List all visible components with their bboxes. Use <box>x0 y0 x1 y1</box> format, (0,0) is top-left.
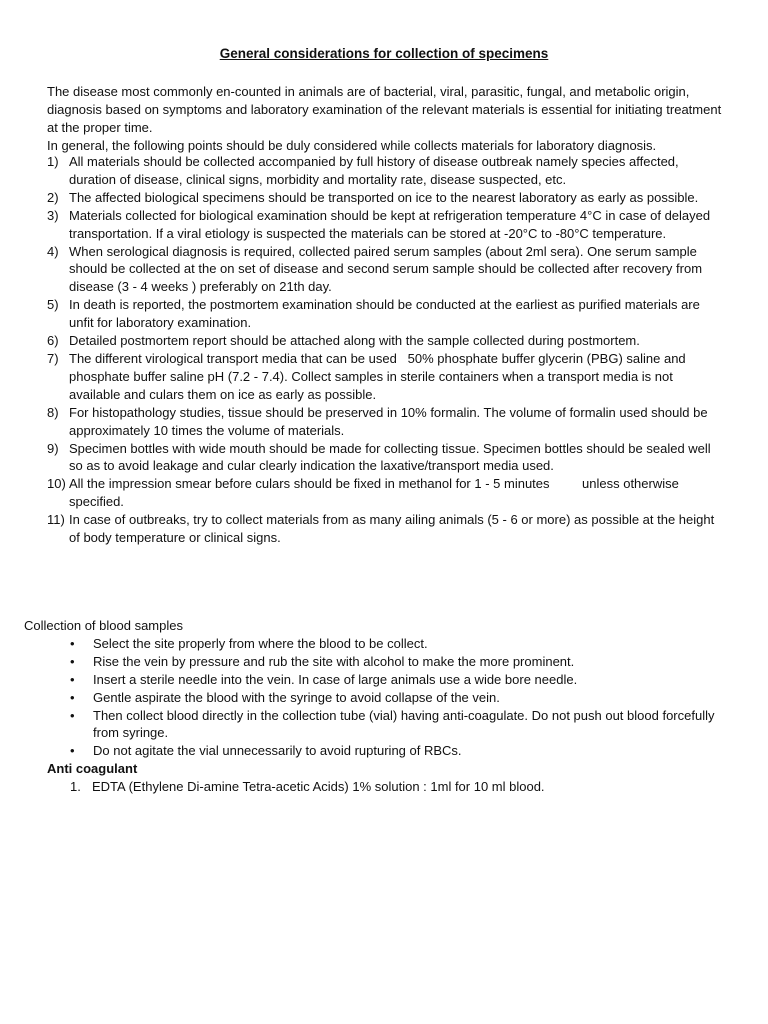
list-item-text: EDTA (Ethylene Di-amine Tetra-acetic Acids) 1% solution : 1ml for 10 ml blood. <box>92 779 545 795</box>
list-item-text: Insert a sterile needle into the vein. In case of large animals use a wide bore needle. <box>93 671 578 687</box>
list-item <box>24 707 724 743</box>
list-item-text: Detailed postmortem report should be attached along with the sample collected during postmortem. <box>69 333 640 349</box>
list-item <box>47 350 723 404</box>
blood-steps-list <box>24 635 724 760</box>
list-item-number: 11) <box>47 512 65 528</box>
list-item <box>47 189 723 207</box>
list-item-text: Gentle aspirate the blood with the syringe to avoid collapse of the vein. <box>93 689 500 705</box>
bullet-icon: • <box>70 743 75 759</box>
list-item-text: Then collect blood directly in the collection tube (vial) having anti-coagulate. Do not push out blood forcefully from syringe. <box>93 707 715 741</box>
bullet-icon: • <box>70 653 75 669</box>
bullet-icon: • <box>70 671 75 687</box>
considerations-list <box>47 153 723 547</box>
list-item <box>24 742 724 760</box>
list-item <box>24 778 724 796</box>
list-item-number: 5) <box>47 297 59 313</box>
list-item <box>47 332 723 350</box>
list-item-number: 3) <box>47 207 59 223</box>
section-heading: Collection of blood samples <box>24 618 183 633</box>
list-item <box>47 153 723 189</box>
list-item <box>47 207 723 243</box>
list-item-text: Materials collected for biological examination should be kept at refrigeration temperature 4°C in case of delayed transportation. If a viral etiology is suspected the materials can be stored at -20°C to -80°C temperature. <box>69 207 711 241</box>
list-item-number: 1) <box>47 154 59 169</box>
anticoagulant-list <box>24 778 724 796</box>
list-item <box>24 635 724 653</box>
list-item <box>47 511 723 547</box>
bullet-icon: • <box>70 707 75 723</box>
list-item-number: 10) <box>47 476 66 492</box>
intro-paragraph: In general, the following points should be duly considered while collects materials for laboratory diagnosis. <box>47 137 657 153</box>
list-item-text: When serological diagnosis is required, collected paired serum samples (about 2ml sera). One serum sample should be collected at the on set of disease and second serum sample should be collected after recovery from disease (3 - 4 weeks ) preferably on 21th day. <box>69 243 703 295</box>
bullet-icon: • <box>70 635 75 651</box>
list-item <box>24 671 724 689</box>
list-item <box>47 404 723 440</box>
bullet-icon: • <box>70 689 75 705</box>
list-item-number: 6) <box>47 333 59 349</box>
list-item <box>47 475 723 511</box>
list-item-text: Do not agitate the vial unnecessarily to avoid rupturing of RBCs. <box>93 743 462 759</box>
list-item-number: 7) <box>47 350 59 366</box>
intro-paragraph: The disease most commonly en-counted in animals are of bacterial, viral, parasitic, fungal, and metabolic origin, diagnosis based on symptoms and laboratory examination of the relevant materials is essential for initiating treatment at the proper time. <box>47 84 722 135</box>
list-item-text: The different virological transport media that can be used 50% phosphate buffer glycerin (PBG) saline and phosphate buffer saline pH (7.2 - 7.4). Collect samples in sterile containers when a transport media is not available and culars them on ice as early as possible. <box>69 350 690 402</box>
list-item <box>47 243 723 297</box>
list-item-text: For histopathology studies, tissue should be preserved in 10% formalin. The volume of formalin used should be approximately 10 times the volume of materials. <box>69 404 708 438</box>
list-item-text: The affected biological specimens should be transported on ice to the nearest laboratory as early as possible. <box>69 189 699 205</box>
list-item <box>47 440 723 476</box>
intro-section <box>47 83 723 155</box>
list-item <box>47 296 723 332</box>
document-title: General considerations for collection of specimens <box>219 46 549 61</box>
list-item-number: 4) <box>47 243 59 259</box>
list-item-text: In case of outbreaks, try to collect materials from as many ailing animals (5 - 6 or more) as possible at the height of body temperature or clinical signs. <box>69 512 715 546</box>
list-item-number: 1. <box>70 779 81 795</box>
list-item <box>24 689 724 707</box>
list-item <box>24 653 724 671</box>
list-item-text: Rise the vein by pressure and rub the site with alcohol to make the more prominent. <box>93 653 575 669</box>
anticoagulant-heading: Anti coagulant <box>47 761 138 777</box>
list-item-text: All the impression smear before culars should be fixed in methanol for 1 - 5 minutes unless otherwise specified. <box>69 476 683 510</box>
list-item-text: Specimen bottles with wide mouth should be made for collecting tissue. Specimen bottles should be sealed well so as to avoid leakage and cular clearly indication the laxative/transport media used. <box>69 440 711 474</box>
blood-collection-section <box>24 617 724 796</box>
list-item-text: Select the site properly from where the blood to be collect. <box>93 635 428 651</box>
list-item-text: In death is reported, the postmortem examination should be conducted at the earliest as purified materials are unfit for laboratory examination. <box>69 297 700 331</box>
list-item-number: 8) <box>47 404 59 420</box>
list-item-number: 2) <box>47 189 59 205</box>
list-item-text: All materials should be collected accompanied by full history of disease outbreak namely species affected, duration of disease, clinical signs, morbidity and mortality rate, disease suspected, etc. <box>69 154 679 187</box>
list-item-number: 9) <box>47 440 59 456</box>
